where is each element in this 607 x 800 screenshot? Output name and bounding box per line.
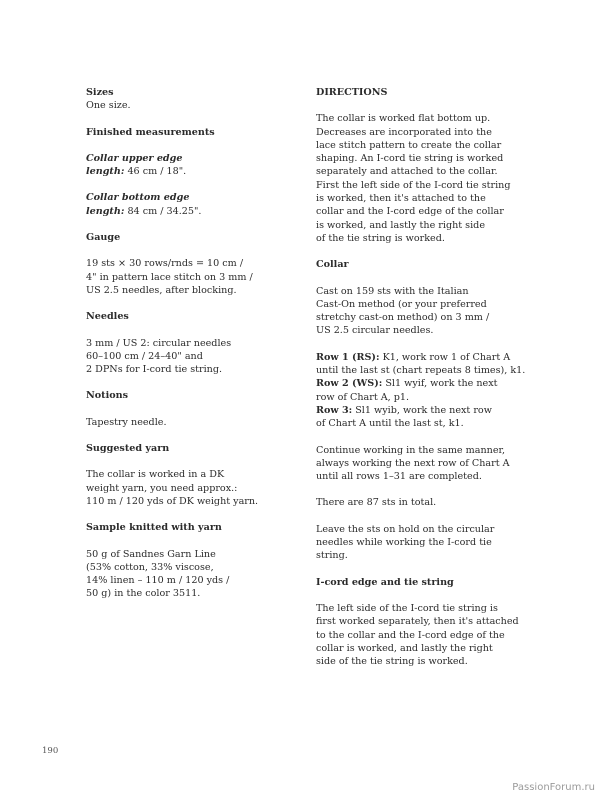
needles-text: 3 mm / US 2: circular needles 60–100 cm / 24–40" and 2 DPNs for I-cord tie string. [86, 337, 232, 376]
sample-yarn-text: 50 g of Sandnes Garn Line (53% cotton, 33% viscose, 14% linen – 110 m / 120 yds / 50 g) in the color 3511. [86, 548, 230, 600]
sizes-value: One size. [86, 100, 131, 112]
collar-bottom-edge: Collar bottom edge length: 84 cm / 34.25". [86, 192, 202, 217]
row-instructions: Row 1 (RS): K1, work row 1 of Chart A until the last st (chart repeats 8 times), k1. Row 2 (WS): Sl1 wyif, work the next row of Chart A, p1. Row 3: Sl1 wyib, work the next row of Chart A until the last st, k1. [316, 351, 526, 430]
suggested-yarn-text: The collar is worked in a DK weight yarn, you need approx.: 110 m / 120 yds of DK weight yarn. [86, 469, 259, 507]
suggested-yarn-heading: Suggested yarn [86, 443, 170, 455]
cast-on-text: Cast on 159 sts with the Italian Cast-On method (or your preferred stretchy cast-on method) on 3 mm / US 2.5 circular needles. [316, 285, 490, 337]
left-column [86, 86, 291, 601]
gauge-text: 19 sts × 30 rows/rnds = 10 cm / 4" in pattern lace stitch on 3 mm / US 2.5 needles, after blocking. [86, 258, 253, 296]
total-stitches-text: There are 87 sts in total. [316, 497, 437, 509]
directions-text: The collar is worked flat bottom up. Decreases are incorporated into the lace stitch pattern to create the collar shaping. An I-cord tie string is worked separately and attached to the collar. First the left side of the I-cord tie string is worked, then it's attached to the collar and the I-cord edge of the collar is worked, and lastly the right side of the tie string is worked. [316, 113, 511, 244]
notions-heading: Notions [86, 390, 129, 402]
sizes-heading: Sizes [86, 87, 114, 98]
directions-heading: DIRECTIONS [316, 87, 388, 98]
continue-text: Continue working in the same manner, always working the next row of Chart A until all rows 1–31 are completed. [316, 444, 510, 483]
collar-upper-edge: Collar upper edge length: 46 cm / 18". [86, 152, 187, 178]
gauge-heading: Gauge [86, 232, 121, 244]
needles-heading: Needles [86, 311, 129, 323]
watermark: PassionForum.ru [512, 781, 595, 793]
hold-text: Leave the sts on hold on the circular needles while working the I-cord tie string. [316, 523, 495, 562]
sample-yarn-heading: Sample knitted with yarn [86, 522, 222, 534]
icord-text: The left side of the I-cord tie string is first worked separately, then it's attached to the collar and the I-cord edge of the collar is worked, and lastly the right side of the tie string is worked. [316, 602, 519, 668]
right-column [316, 86, 526, 668]
collar-heading: Collar [316, 259, 349, 271]
finished-measurements-heading: Finished measurements [86, 126, 215, 138]
notions-text: Tapestry needle. [86, 416, 167, 428]
page-number: 190 [42, 746, 59, 756]
icord-heading: I-cord edge and tie string [316, 576, 454, 588]
